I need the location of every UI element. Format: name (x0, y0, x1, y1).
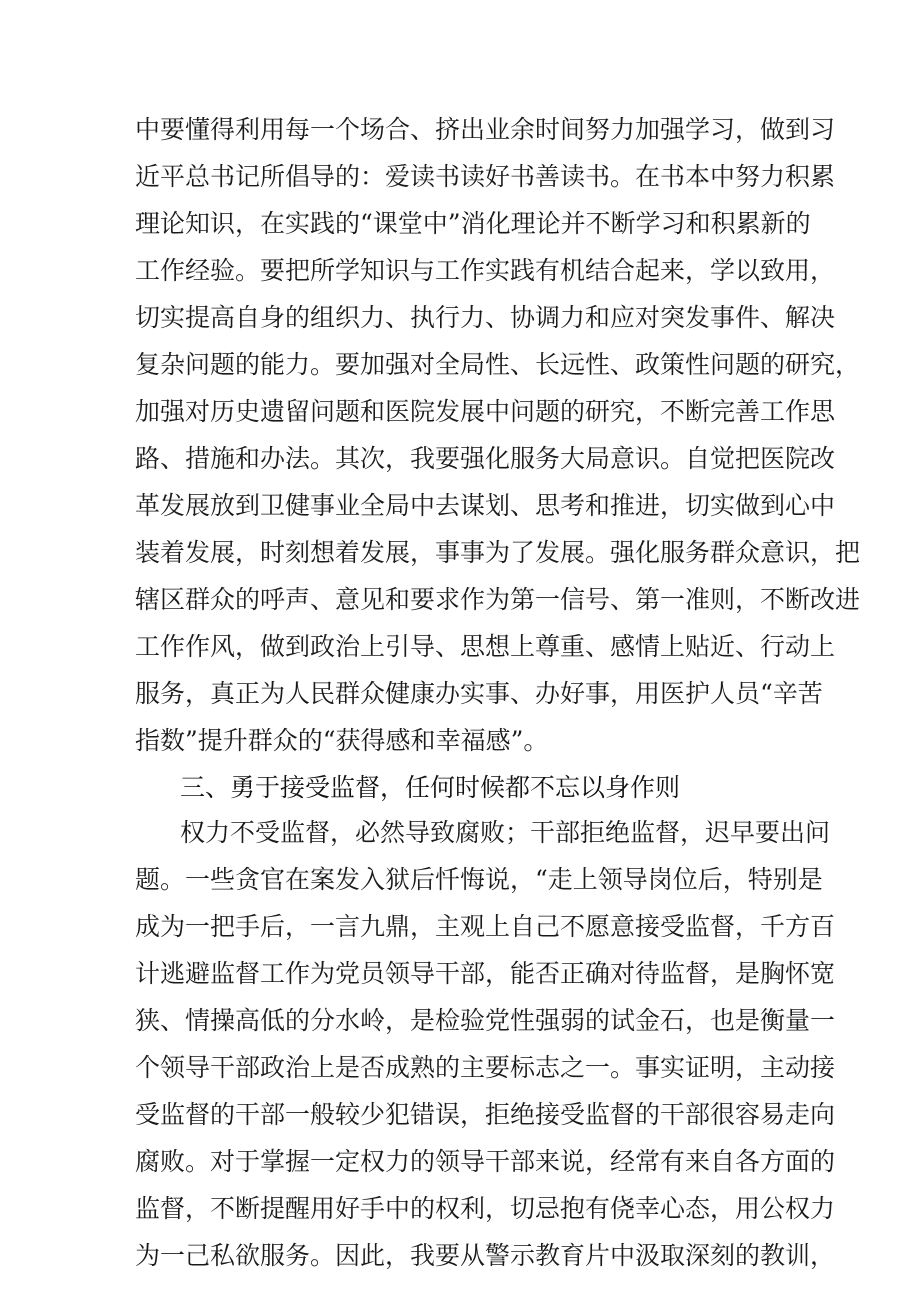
section-heading: 三、勇于接受监督，任何时候都不忘以身作则 (180, 773, 681, 802)
paragraph-line: 工作经验。要把所学知识与工作实践有机结合起来，学以致用， (135, 256, 836, 285)
paragraph-line: 成为一把手后，一言九鼎，主观上自己不愿意接受监督，千方百 (135, 912, 836, 941)
paragraph-line: 权力不受监督，必然导致腐败；干部拒绝监督，迟早要出问 (180, 818, 831, 847)
paragraph-line: 服务，真正为人民群众健康办实事、办好事，用医护人员“辛苦 (135, 679, 823, 708)
paragraph-line: 计逃避监督工作为党员领导干部，能否正确对待监督，是胸怀宽 (135, 959, 836, 988)
paragraph-line: 复杂问题的能力。要加强对全局性、长远性、政策性问题的研究， (135, 350, 861, 379)
paragraph-line: 路、措施和办法。其次，我要强化服务大局意识。自觉把医院改 (135, 444, 836, 473)
paragraph-line: 工作作风，做到政治上引导、思想上尊重、感情上贴近、行动上 (135, 632, 836, 661)
paragraph-line: 近平总书记所倡导的：爱读书读好书善读书。在书本中努力积累 (135, 162, 836, 191)
paragraph-line: 装着发展，时刻想着发展，事事为了发展。强化服务群众意识，把 (135, 538, 861, 567)
paragraph-line: 辖区群众的呼声、意见和要求作为第一信号、第一准则，不断改进 (135, 585, 861, 614)
paragraph-line: 狭、情操高低的分水岭，是检验党性强弱的试金石，也是衡量一 (135, 1006, 836, 1035)
paragraph-line: 中要懂得利用每一个场合、挤出业余时间努力加强学习，做到习 (135, 115, 836, 144)
paragraph-line: 受监督的干部一般较少犯错误，拒绝接受监督的干部很容易走向 (135, 1100, 836, 1129)
paragraph-line: 切实提高自身的组织力、执行力、协调力和应对突发事件、解决 (135, 303, 836, 332)
paragraph-line: 加强对历史遗留问题和医院发展中问题的研究，不断完善工作思 (135, 397, 836, 426)
paragraph-line: 个领导干部政治上是否成熟的主要标志之一。事实证明，主动接 (135, 1053, 836, 1082)
paragraph-line: 指数”提升群众的“获得感和幸福感”。 (135, 726, 549, 755)
paragraph-line: 理论知识，在实践的“课堂中”消化理论并不断学习和积累新的 (135, 209, 811, 238)
paragraph-line: 为一己私欲服务。因此，我要从警示教育片中汲取深刻的教训， (135, 1241, 836, 1270)
paragraph-line: 题。一些贪官在案发入狱后忏悔说，“走上领导岗位后，特别是 (135, 865, 823, 894)
paragraph-line: 革发展放到卫健事业全局中去谋划、思考和推进，切实做到心中 (135, 491, 836, 520)
paragraph-line: 腐败。对于掌握一定权力的领导干部来说，经常有来自各方面的 (135, 1147, 836, 1176)
paragraph-line: 监督，不断提醒用好手中的权利，切忌抱有侥幸心态，用公权力 (135, 1194, 836, 1223)
